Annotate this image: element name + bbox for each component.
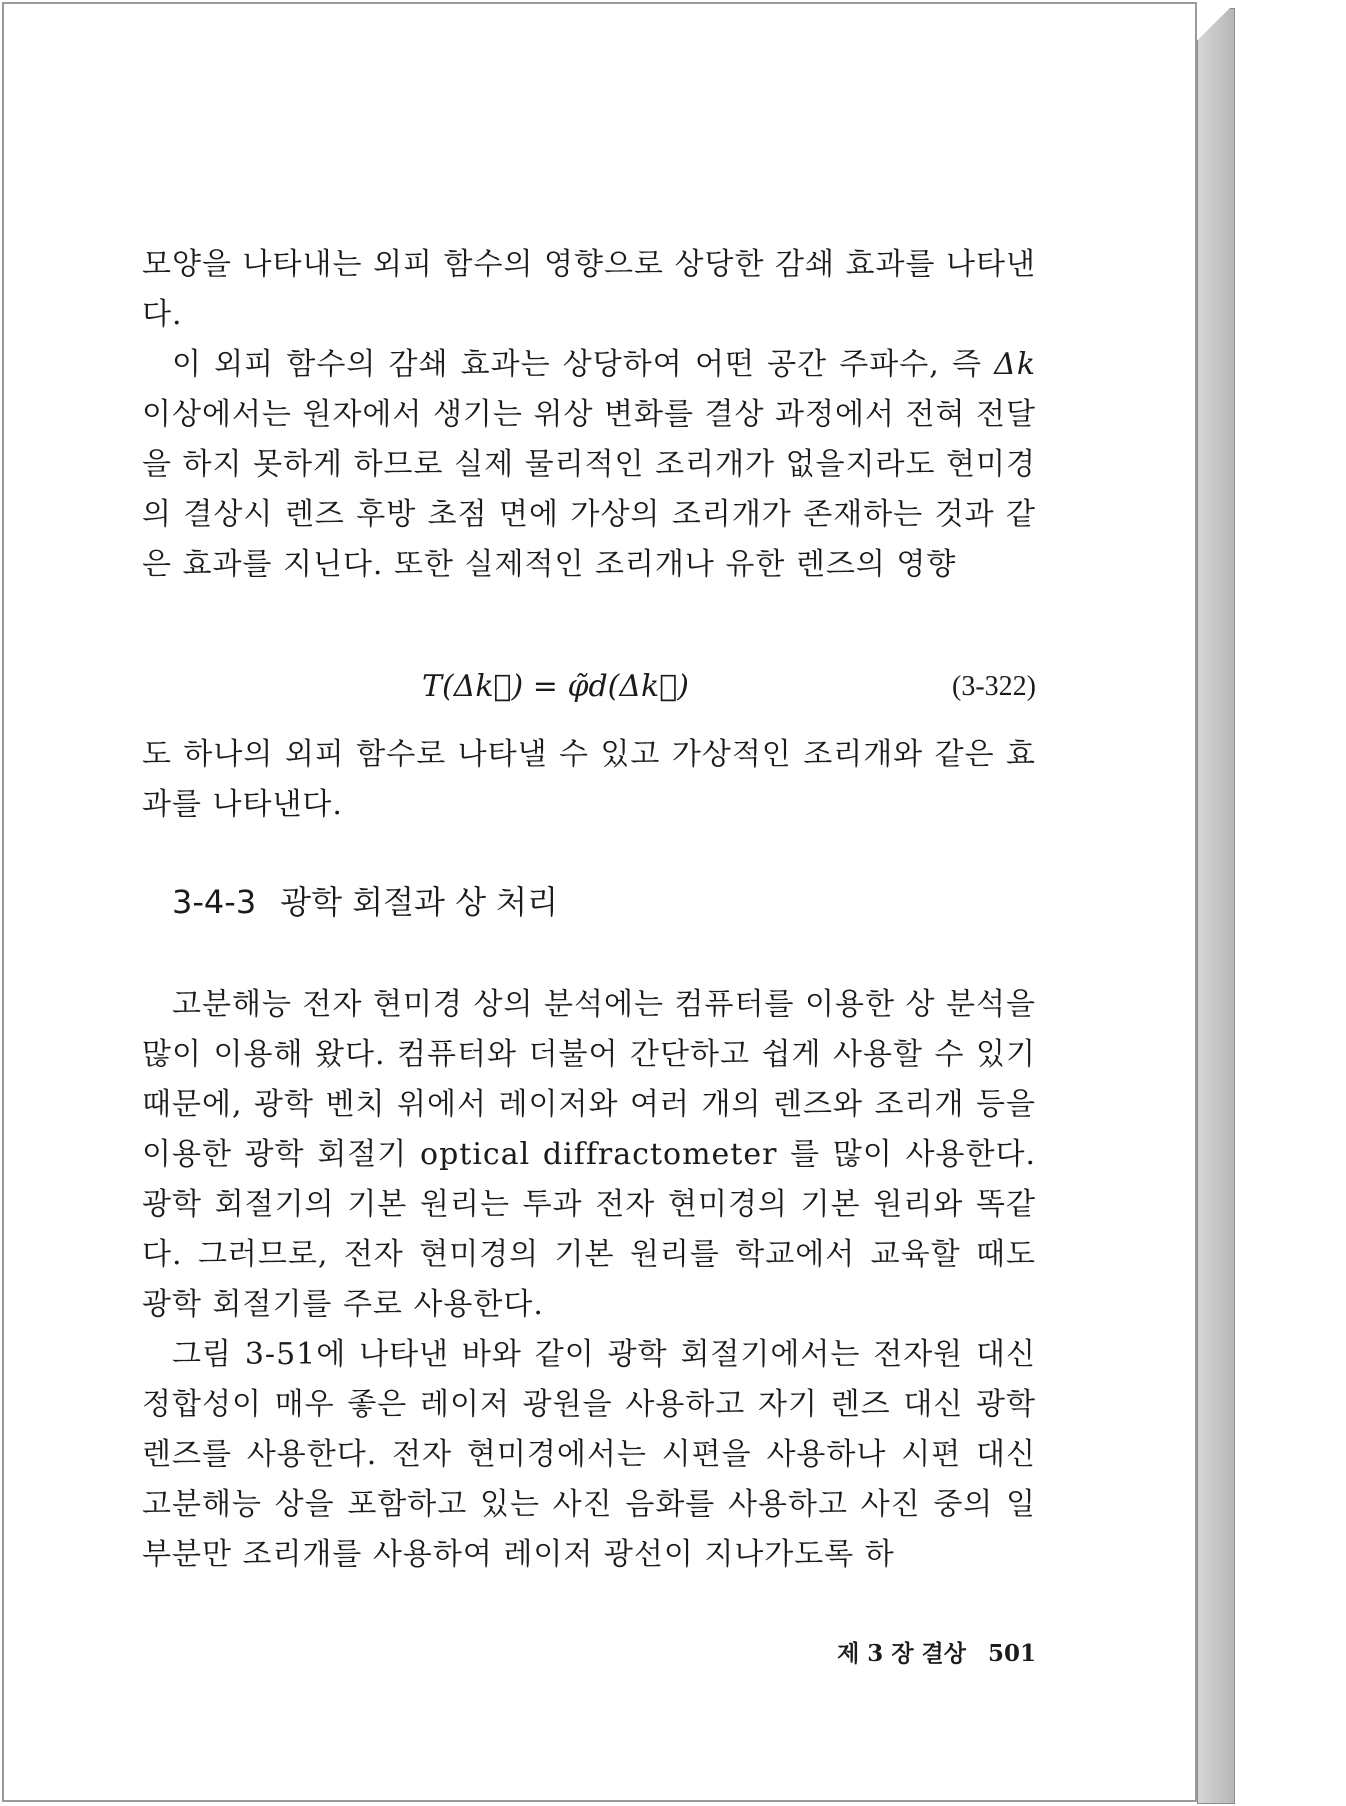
- equation-3-322: [142, 662, 1036, 712]
- section-title: 광학 회절과 상 처리: [280, 883, 558, 921]
- page-corner-fold: [1197, 2, 1235, 42]
- paragraph-2-lead: 이 외피 함수의 감쇄 효과는 상당하여 어떤 공간 주파수, 즉: [172, 347, 982, 382]
- footer-chapter: 제 3 장 결상: [837, 1640, 966, 1667]
- paragraph-5: 그림 3-51에 나타낸 바와 같이 광학 회절기에서는 전자원 대신 정합성이 매우 좋은 레이저 광원을 사용하고 자기 렌즈 대신 광학 렌즈를 사용한다. 전자 현미경에서는 시편을 사용하나 시편 대신 고분해능 상을 포함하고 있는 사진 음화를 사용하고 사진 중의 일부분만 조리개를 사용하여 레이저 광선이 지나가도록 하: [142, 1337, 1036, 1572]
- paragraph-4: 고분해능 전자 현미경 상의 분석에는 컴퓨터를 이용한 상 분석을 많이 이용해 왔다. 컴퓨터와 더불어 간단하고 쉽게 사용할 수 있기 때문에, 광학 벤치 위에서 레이저와 여러 개의 렌즈와 조리개 등을 이용한 광학 회절기 optical diffractometer 를 많이 사용한다. 광학 회절기의 기본 원리는 투과 전자 현미경의 기본 원리와 똑같다. 그러므로, 전자 현미경의 기본 원리를 학교에서 교육할 때도 광학 회절기를 주로 사용한다.: [142, 987, 1036, 1322]
- page-stack-edge: [1197, 8, 1235, 1804]
- body-text-after-equation: [142, 730, 1036, 830]
- body-text-bottom: [142, 980, 1036, 1580]
- body-text-top: [142, 240, 1036, 590]
- paragraph-2: [142, 340, 1036, 590]
- section-heading: [172, 877, 558, 927]
- equation-body: T(Δk⃗) = φ̃d(Δk⃗): [422, 669, 689, 704]
- running-footer: [837, 1634, 1036, 1674]
- inline-math-delta-k: Δk: [994, 347, 1036, 382]
- page-number: 501: [987, 1640, 1036, 1667]
- paragraph-3: 도 하나의 외피 함수로 나타낼 수 있고 가상적인 조리개와 같은 효과를 나타낸다.: [142, 737, 1036, 822]
- paragraph-2-rest: 이상에서는 원자에서 생기는 위상 변화를 결상 과정에서 전혀 전달을 하지 못하게 하므로 실제 물리적인 조리개가 없을지라도 현미경의 결상시 렌즈 후방 초점 면에 가상의 조리개가 존재하는 것과 같은 효과를 지닌다. 또한 실제적인 조리개나 유한 렌즈의 영향: [142, 397, 1036, 582]
- paragraph-1: 모양을 나타내는 외피 함수의 영향으로 상당한 감쇄 효과를 나타낸다.: [142, 247, 1036, 332]
- equation-number: (3-322): [952, 671, 1036, 702]
- section-number: 3-4-3: [172, 883, 257, 921]
